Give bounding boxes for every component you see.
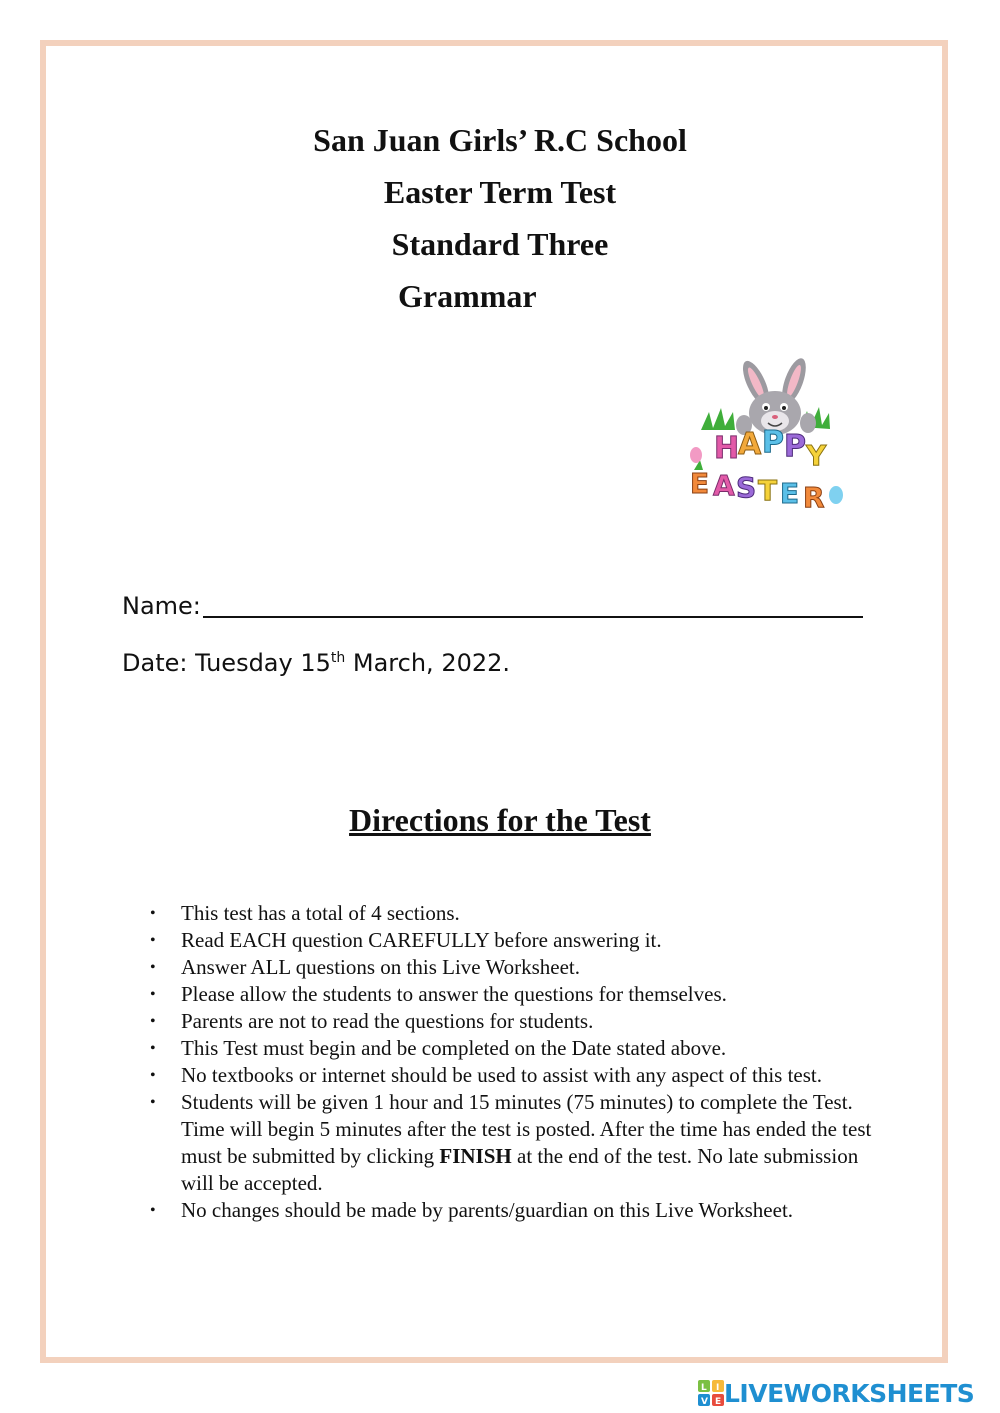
list-item: • Read EACH question CAREFULLY before answering it. [150,928,662,952]
list-item: • Students will be given 1 hour and 15 minutes (75 minutes) to complete the Test. Time will begin 5 minutes after the test is posted. After the time has ended the test must be submitted by clicking FINISH at the end of the test. No late submission will be accepted. [150,1090,872,1195]
svg-text:R: R [803,481,825,514]
brand-text: LIVEWORKSHEETS [724,1378,975,1408]
svg-text:A: A [713,469,735,502]
subject-title: Grammar [398,278,537,314]
directions-title: Directions for the Test [349,802,651,838]
bullet-icon: • [150,1202,156,1219]
bullet-icon: • [150,986,156,1003]
liveworksheets-brand [698,1378,974,1408]
list-item: • No changes should be made by parents/guardian on this Live Worksheet. [150,1198,794,1222]
date-ordinal: th [330,650,346,666]
name-label: Name: [122,592,201,620]
bullet-icon: • [150,1094,156,1111]
happy-easter-bunny-illustration [676,355,856,530]
svg-text:A: A [738,427,762,462]
list-item: • This Test must begin and be completed on the Date stated above. [150,1036,727,1060]
list-item: • Answer ALL questions on this Live Worksheet. [150,955,581,979]
svg-text:S: S [736,471,757,504]
name-field[interactable] [122,588,863,624]
list-item: • Parents are not to read the questions for students. [150,1009,594,1033]
svg-text:Y: Y [806,439,827,472]
directions-list [150,900,890,1224]
bullet-icon: • [150,959,156,976]
logo-letter-3: V [701,1397,708,1406]
test-title: Easter Term Test [383,174,617,210]
list-item: • This test has a total of 4 sections. [150,901,460,925]
logo-letter-4: E [715,1397,722,1406]
list-item: • No textbooks or internet should be used to assist with any aspect of this test. [150,1063,822,1087]
svg-text:P: P [784,429,806,464]
svg-text:T: T [758,474,778,507]
finish-keyword: FINISH [439,1144,512,1168]
school-title: San Juan Girls’ R.C School [313,122,687,158]
bullet-icon: • [150,1013,156,1030]
liveworksheets-logo-icon [698,1380,724,1406]
bullet-icon: • [150,1067,156,1084]
logo-letter-2: I [716,1383,720,1393]
bullet-icon: • [150,905,156,922]
standard-title: Standard Three [391,226,609,262]
bullet-icon: • [150,1040,156,1057]
bullet-icon: • [150,932,156,949]
date-line [122,645,510,681]
svg-text:E: E [780,477,800,510]
logo-letter-1: L [701,1383,707,1393]
list-item: • Please allow the students to answer the questions for themselves. [150,982,727,1006]
name-blank-line[interactable] [203,590,863,618]
date-suffix: March, 2022. [345,649,511,677]
date-prefix: Date: Tuesday 15 [122,649,331,677]
svg-text:H: H [714,431,740,466]
svg-text:P: P [762,425,784,460]
svg-text:E: E [690,467,710,500]
